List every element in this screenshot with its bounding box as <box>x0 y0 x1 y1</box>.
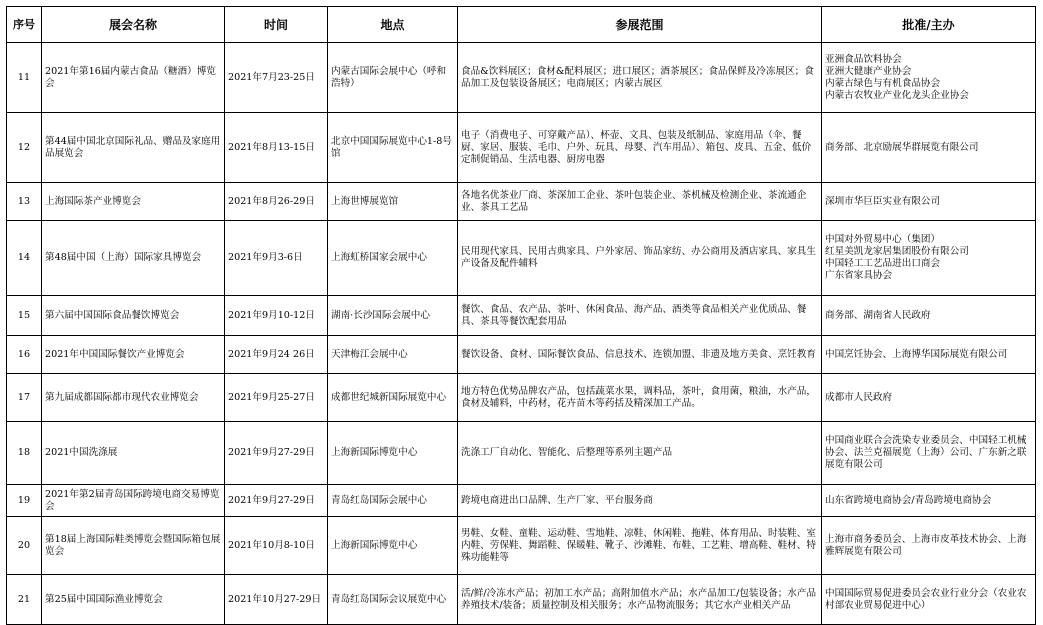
exhibition-organizer: 中国对外贸易中心（集团） 红星美凯龙家居集团股份有限公司 中国轻工工艺品进出口商会 广东省家具协会 <box>822 221 1036 296</box>
exhibition-scope: 活/鲜/冷冻水产品；初加工水产品；高附加值水产品；水产品加工/包装设备；水产品养殖技术/装备；质量控制及相关服务；水产品物流服务；其它水产业相关产品 <box>458 575 822 625</box>
exhibition-organizer: 中国商业联合会洗染专业委员会、中国轻工机械协会、法兰克福展览（上海）公司、广东新之联展览有限公司 <box>822 422 1036 485</box>
exhibition-scope: 民用现代家具、民用古典家具、户外家居、饰品家纺、办公商用及酒店家具、家具生产设备及配件辅料 <box>458 221 822 296</box>
exhibition-location: 湖南·长沙国际会展中心 <box>328 296 458 336</box>
table-row <box>7 183 1036 221</box>
exhibition-scope: 各地名优茶业厂商、茶深加工企业、茶叶包装企业、茶机械及检测企业、茶流通企业、茶具工艺品 <box>458 183 822 221</box>
table-row <box>7 374 1036 422</box>
exhibition-scope: 洗涤工厂自动化、智能化、后整理等系列主题产品 <box>458 422 822 485</box>
table-row <box>7 517 1036 575</box>
exhibition-time: 2021年9月24 26日 <box>225 336 328 374</box>
header-location: 地点 <box>328 7 458 43</box>
exhibition-name: 第六届中国国际食品餐饮博览会 <box>42 296 225 336</box>
exhibition-time: 2021年9月3-6日 <box>225 221 328 296</box>
row-number: 12 <box>7 113 42 183</box>
table-row <box>7 422 1036 485</box>
exhibition-time: 2021年9月25-27日 <box>225 374 328 422</box>
exhibition-scope: 餐饮、食品、农产品、茶叶、休闲食品、海产品、酒类等食品相关产业优质品、餐具、茶具等餐饮配套用品 <box>458 296 822 336</box>
exhibition-name: 第25届中国国际渔业博览会 <box>42 575 225 625</box>
exhibition-name: 第九届成都国际都市现代农业博览会 <box>42 374 225 422</box>
table-row <box>7 43 1036 113</box>
header-scope: 参展范围 <box>458 7 822 43</box>
exhibition-location: 上海新国际博览中心 <box>328 422 458 485</box>
exhibition-name: 第18届上海国际鞋类博览会暨国际箱包展览会 <box>42 517 225 575</box>
header-row <box>7 7 1036 43</box>
exhibition-scope: 餐饮设备、食材、国际餐饮食品、信息技术、连锁加盟、非遗及地方美食、烹饪教育 <box>458 336 822 374</box>
exhibition-organizer: 成都市人民政府 <box>822 374 1036 422</box>
exhibition-time: 2021年10月8-10日 <box>225 517 328 575</box>
exhibition-name: 2021年中国国际餐饮产业博览会 <box>42 336 225 374</box>
row-number: 13 <box>7 183 42 221</box>
row-number: 20 <box>7 517 42 575</box>
exhibition-location: 上海新国际博览中心 <box>328 517 458 575</box>
table-row <box>7 336 1036 374</box>
exhibition-organizer: 深圳市华巨臣实业有限公司 <box>822 183 1036 221</box>
exhibition-location: 上海虹桥国家会展中心 <box>328 221 458 296</box>
exhibition-name: 上海国际茶产业博览会 <box>42 183 225 221</box>
header-number: 序号 <box>7 7 42 43</box>
exhibition-scope: 地方特色优势品牌农产品，包括蔬菜水果，调料品，茶叶，食用菌，粮油，水产品，食材及辅料，中药材，花卉苗木等药括及精深加工产品。 <box>458 374 822 422</box>
exhibition-time: 2021年7月23-25日 <box>225 43 328 113</box>
table-row <box>7 113 1036 183</box>
header-time: 时间 <box>225 7 328 43</box>
exhibition-organizer: 上海市商务委员会、上海市皮革技术协会、上海雅辉展览有限公司 <box>822 517 1036 575</box>
exhibition-location: 北京中国国际展览中心1-8号馆 <box>328 113 458 183</box>
row-number: 19 <box>7 485 42 517</box>
exhibition-time: 2021年9月27-29日 <box>225 485 328 517</box>
exhibition-organizer: 亚洲食品饮料协会 亚洲大健康产业协会 内蒙古绿色与有机食品协会 内蒙古农牧业产业化龙头企业协会 <box>822 43 1036 113</box>
exhibition-organizer: 山东省跨境电商协会/青岛跨境电商协会 <box>822 485 1036 517</box>
row-number: 14 <box>7 221 42 296</box>
header-exhibition-name: 展会名称 <box>42 7 225 43</box>
exhibition-location: 上海世博展览馆 <box>328 183 458 221</box>
exhibition-organizer: 中国烹饪协会、上海博华国际展览有限公司 <box>822 336 1036 374</box>
exhibition-location: 天津梅江会展中心 <box>328 336 458 374</box>
row-number: 15 <box>7 296 42 336</box>
table-row <box>7 221 1036 296</box>
exhibition-organizer: 商务部、湖南省人民政府 <box>822 296 1036 336</box>
table-row <box>7 485 1036 517</box>
exhibition-time: 2021年8月13-15日 <box>225 113 328 183</box>
exhibition-location: 内蒙古国际会展中心（呼和浩特） <box>328 43 458 113</box>
table-row <box>7 296 1036 336</box>
exhibition-organizer: 商务部、北京励展华群展览有限公司 <box>822 113 1036 183</box>
table-row <box>7 575 1036 625</box>
exhibition-name: 2021年第2届青岛国际跨境电商交易博览会 <box>42 485 225 517</box>
row-number: 21 <box>7 575 42 625</box>
row-number: 11 <box>7 43 42 113</box>
exhibition-time: 2021年9月27-29日 <box>225 422 328 485</box>
exhibition-time: 2021年9月10-12日 <box>225 296 328 336</box>
exhibition-scope: 电子（消费电子、可穿戴产品）、杯壶、文具、包装及纸制品、家庭用品（伞、餐厨、家居、服装、毛巾、户外、玩具、母婴、汽车用品）、箱包、皮具、五金、低价定制促销品、生活电器、厨房电器 <box>458 113 822 183</box>
exhibition-scope: 男鞋、女鞋、童鞋、运动鞋、雪地鞋、凉鞋、休闲鞋、拖鞋、体育用品、时装鞋、室内鞋、劳保鞋、舞蹈鞋、保暖鞋、靴子、沙滩鞋、布鞋、工艺鞋、增高鞋、鞋材、特殊功能鞋等 <box>458 517 822 575</box>
exhibition-name: 2021中国洗涤展 <box>42 422 225 485</box>
exhibition-organizer: 中国国际贸易促进委员会农业行业分会（农业农村部农业贸易促进中心） <box>822 575 1036 625</box>
exhibition-time: 2021年10月27-29日 <box>225 575 328 625</box>
exhibition-name: 2021年第16届内蒙古食品（糖酒）博览会 <box>42 43 225 113</box>
row-number: 17 <box>7 374 42 422</box>
exhibition-time: 2021年8月26-29日 <box>225 183 328 221</box>
exhibition-scope: 食品&饮料展区；食材&配料展区；进口展区；酒茶展区；食品保鲜及冷冻展区；食品加工及包装设备展区；电商展区；内蒙古展区 <box>458 43 822 113</box>
exhibition-location: 青岛红岛国际会议展览中心 <box>328 575 458 625</box>
row-number: 16 <box>7 336 42 374</box>
exhibition-name: 第44届中国北京国际礼品、赠品及家庭用品展览会 <box>42 113 225 183</box>
exhibition-scope: 跨境电商进出口品牌、生产厂家、平台服务商 <box>458 485 822 517</box>
row-number: 18 <box>7 422 42 485</box>
exhibition-location: 青岛红岛国际会展中心 <box>328 485 458 517</box>
exhibition-location: 成都世纪城新国际展览中心 <box>328 374 458 422</box>
exhibition-table <box>6 6 1036 625</box>
header-organizer: 批准/主办 <box>822 7 1036 43</box>
exhibition-name: 第48届中国（上海）国际家具博览会 <box>42 221 225 296</box>
